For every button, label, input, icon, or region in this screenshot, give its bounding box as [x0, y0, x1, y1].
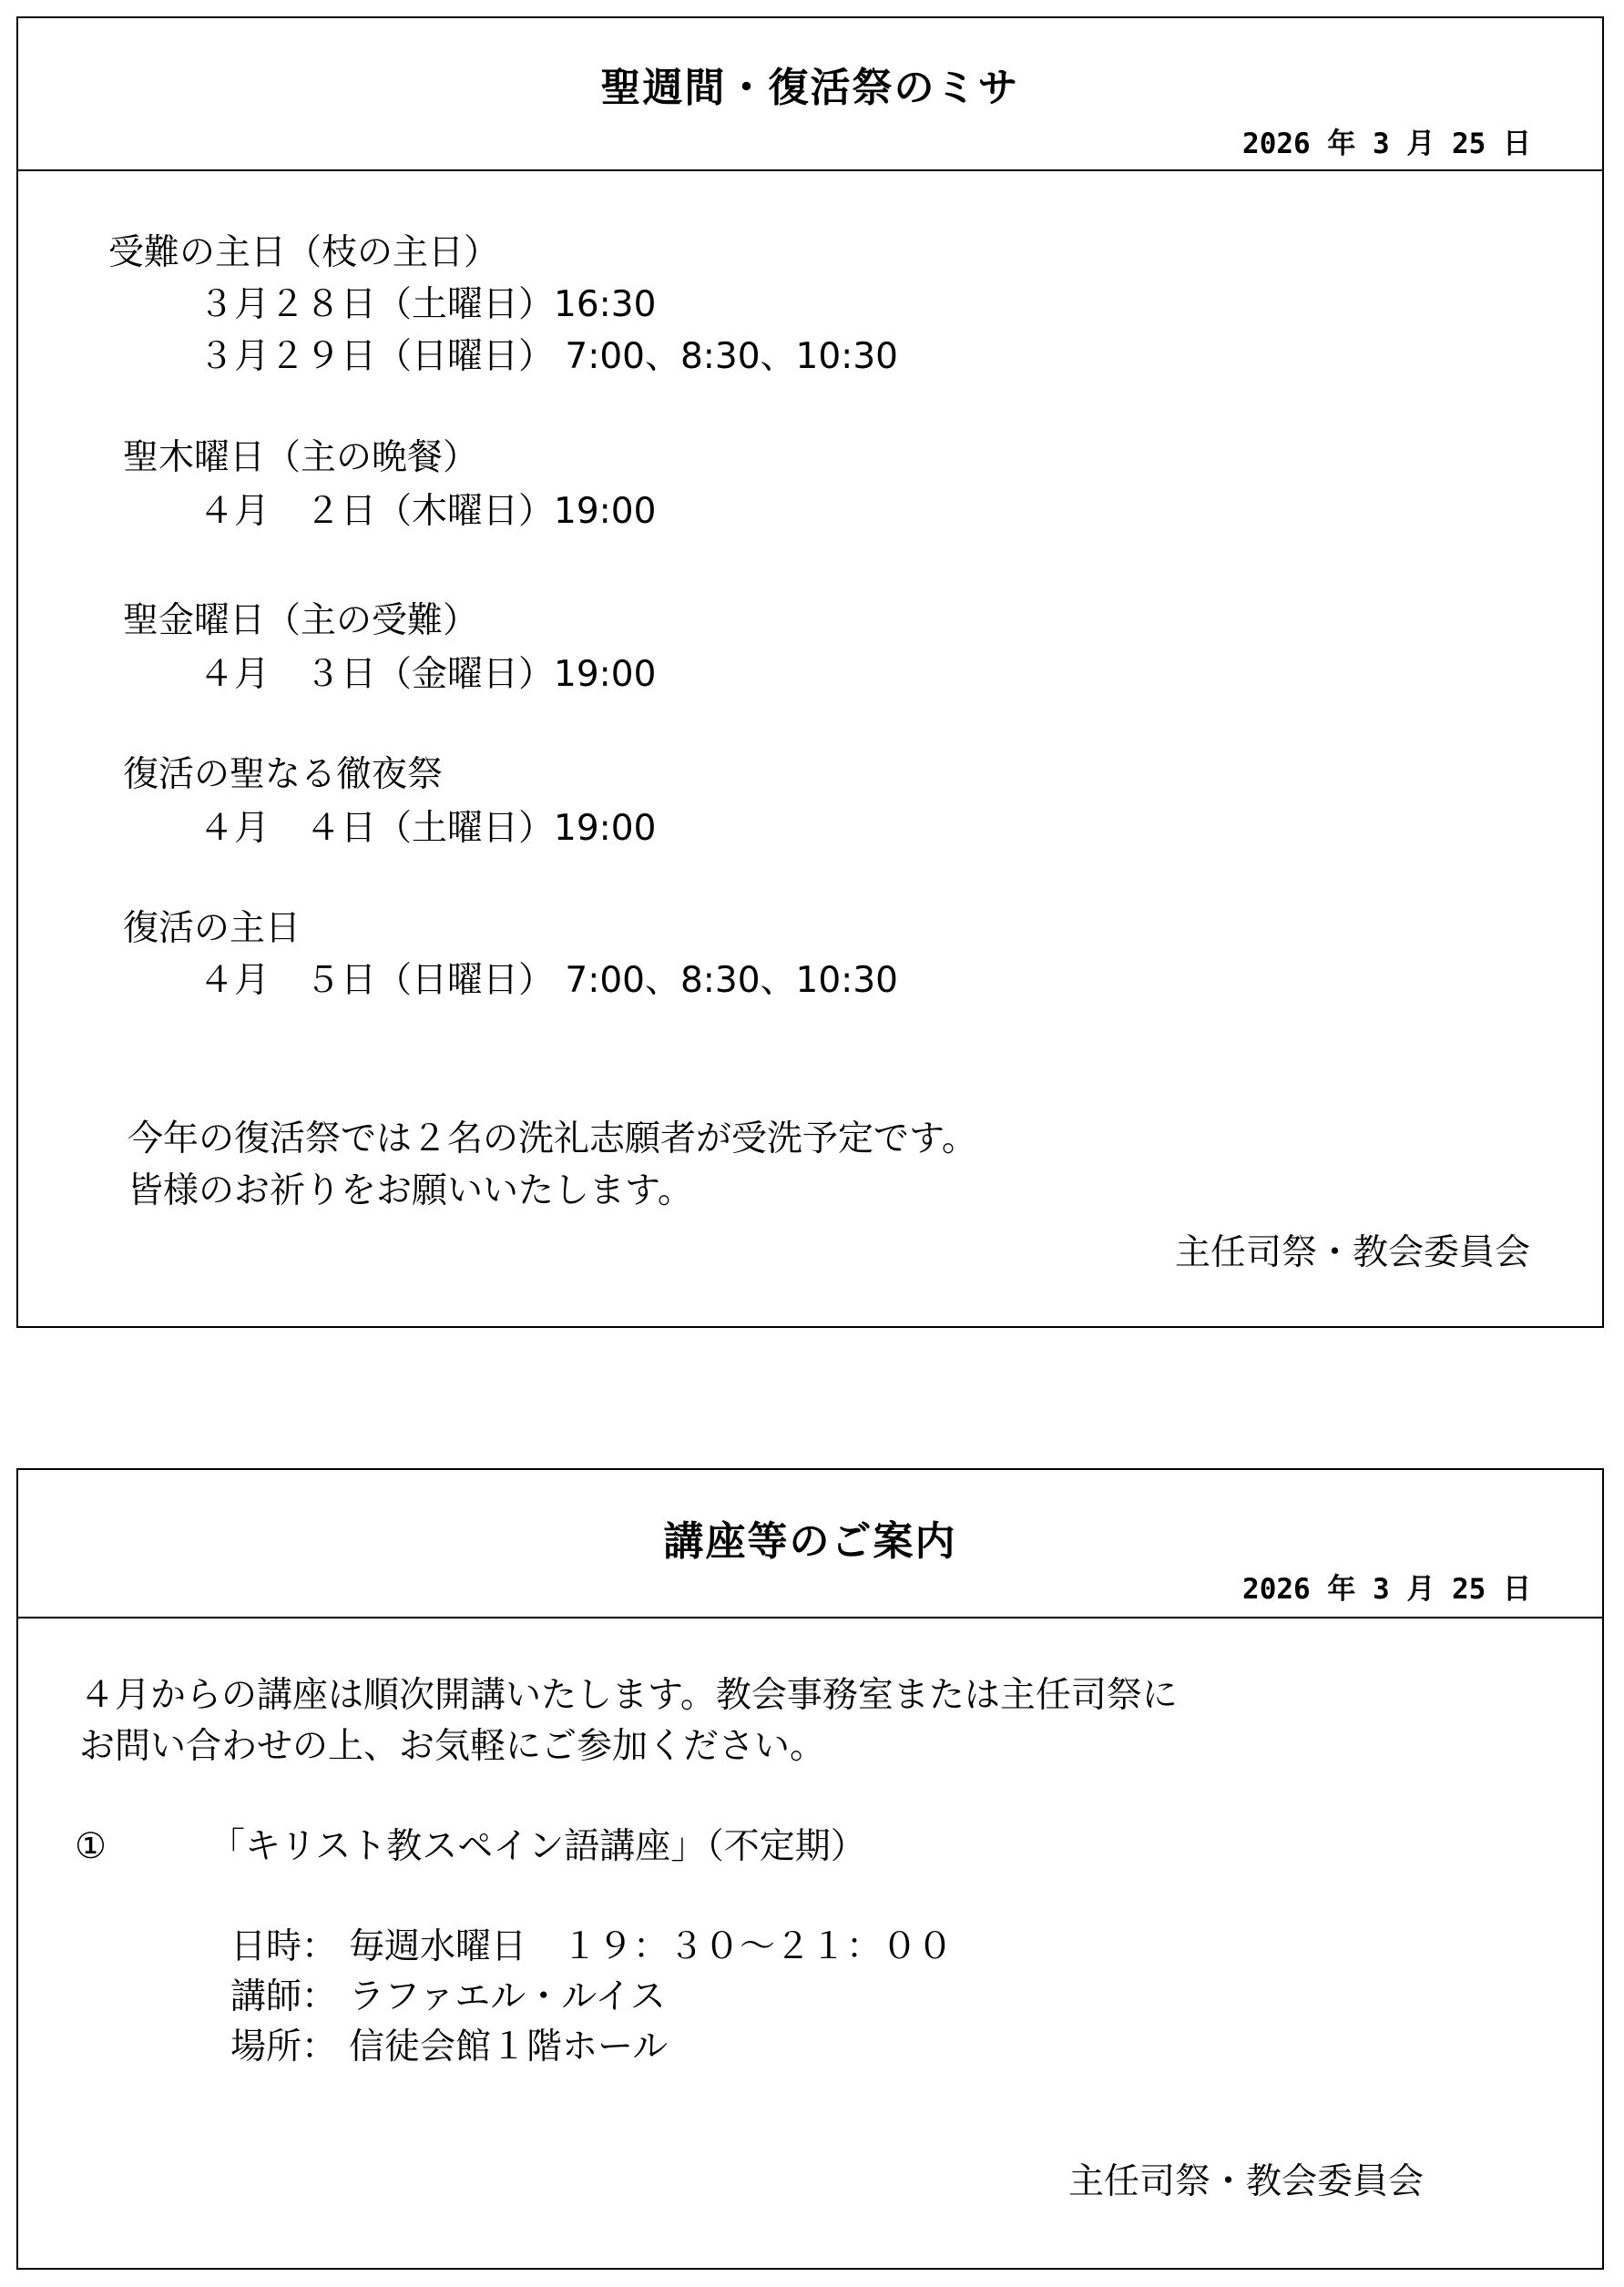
mass-schedule-notice [16, 16, 1604, 1328]
section-heading-easter-vigil: 復活の聖なる徹夜祭 [123, 754, 444, 795]
course-detail-instructor [230, 1976, 666, 2019]
detail-label: 場所： [230, 2027, 338, 2067]
detail-value: 毎週水曜日 １９：３０～２１：００ [349, 1926, 954, 1967]
notice-date: 2026 年 3 月 25 日 [1242, 1573, 1531, 1606]
intro-line: お問い合わせの上、お気軽にご参加ください。 [79, 1726, 826, 1767]
detail-value: ラファエル・ルイス [349, 1976, 666, 2017]
message-line: 今年の復活祭では２名の洗礼志願者が受洗予定です。 [128, 1118, 977, 1159]
notice-header [18, 1470, 1602, 1618]
course-detail-location [230, 2026, 668, 2069]
intro-line: ４月からの講座は順次開講いたします。教会事務室または主任司祭に [79, 1675, 1178, 1716]
schedule-line: ４月 ４日（土曜日）19:00 [199, 808, 657, 849]
detail-label: 講師： [230, 1976, 338, 2017]
schedule-line: ３月２９日（日曜日） 7:00、8:30、10:30 [199, 336, 898, 377]
course-detail-datetime [230, 1925, 953, 1969]
signature: 主任司祭・教会委員会 [1174, 1232, 1530, 1273]
course-name: 「キリスト教スペイン語講座」（不定期） [209, 1826, 866, 1867]
message-line: 皆様のお祈りをお願いいたします。 [128, 1170, 693, 1211]
signature: 主任司祭・教会委員会 [1067, 2161, 1424, 2202]
schedule-line: ４月 ５日（日曜日） 7:00、8:30、10:30 [199, 960, 898, 1001]
schedule-line: ４月 ２日（木曜日）19:00 [199, 491, 657, 532]
notice-date: 2026 年 3 月 25 日 [1242, 128, 1531, 160]
notice-title: 聖週間・復活祭のミサ [600, 65, 1020, 111]
notice-title: 講座等のご案内 [663, 1518, 957, 1565]
course-number: ① [75, 1826, 107, 1867]
section-heading-holy-thursday: 聖木曜日（主の晩餐） [123, 437, 479, 478]
section-heading-good-friday: 聖金曜日（主の受難） [123, 600, 479, 641]
course-info-notice [16, 1468, 1604, 2270]
schedule-line: ４月 ３日（金曜日）19:00 [199, 654, 657, 695]
notice-header [18, 18, 1602, 171]
detail-label: 日時： [230, 1926, 338, 1967]
detail-value: 信徒会館１階ホール [349, 2027, 669, 2067]
section-heading-easter-sunday: 復活の主日 [123, 908, 301, 949]
schedule-line: ３月２８日（土曜日）16:30 [199, 284, 657, 325]
section-heading-palm-sunday: 受難の主日（枝の主日） [108, 232, 500, 273]
